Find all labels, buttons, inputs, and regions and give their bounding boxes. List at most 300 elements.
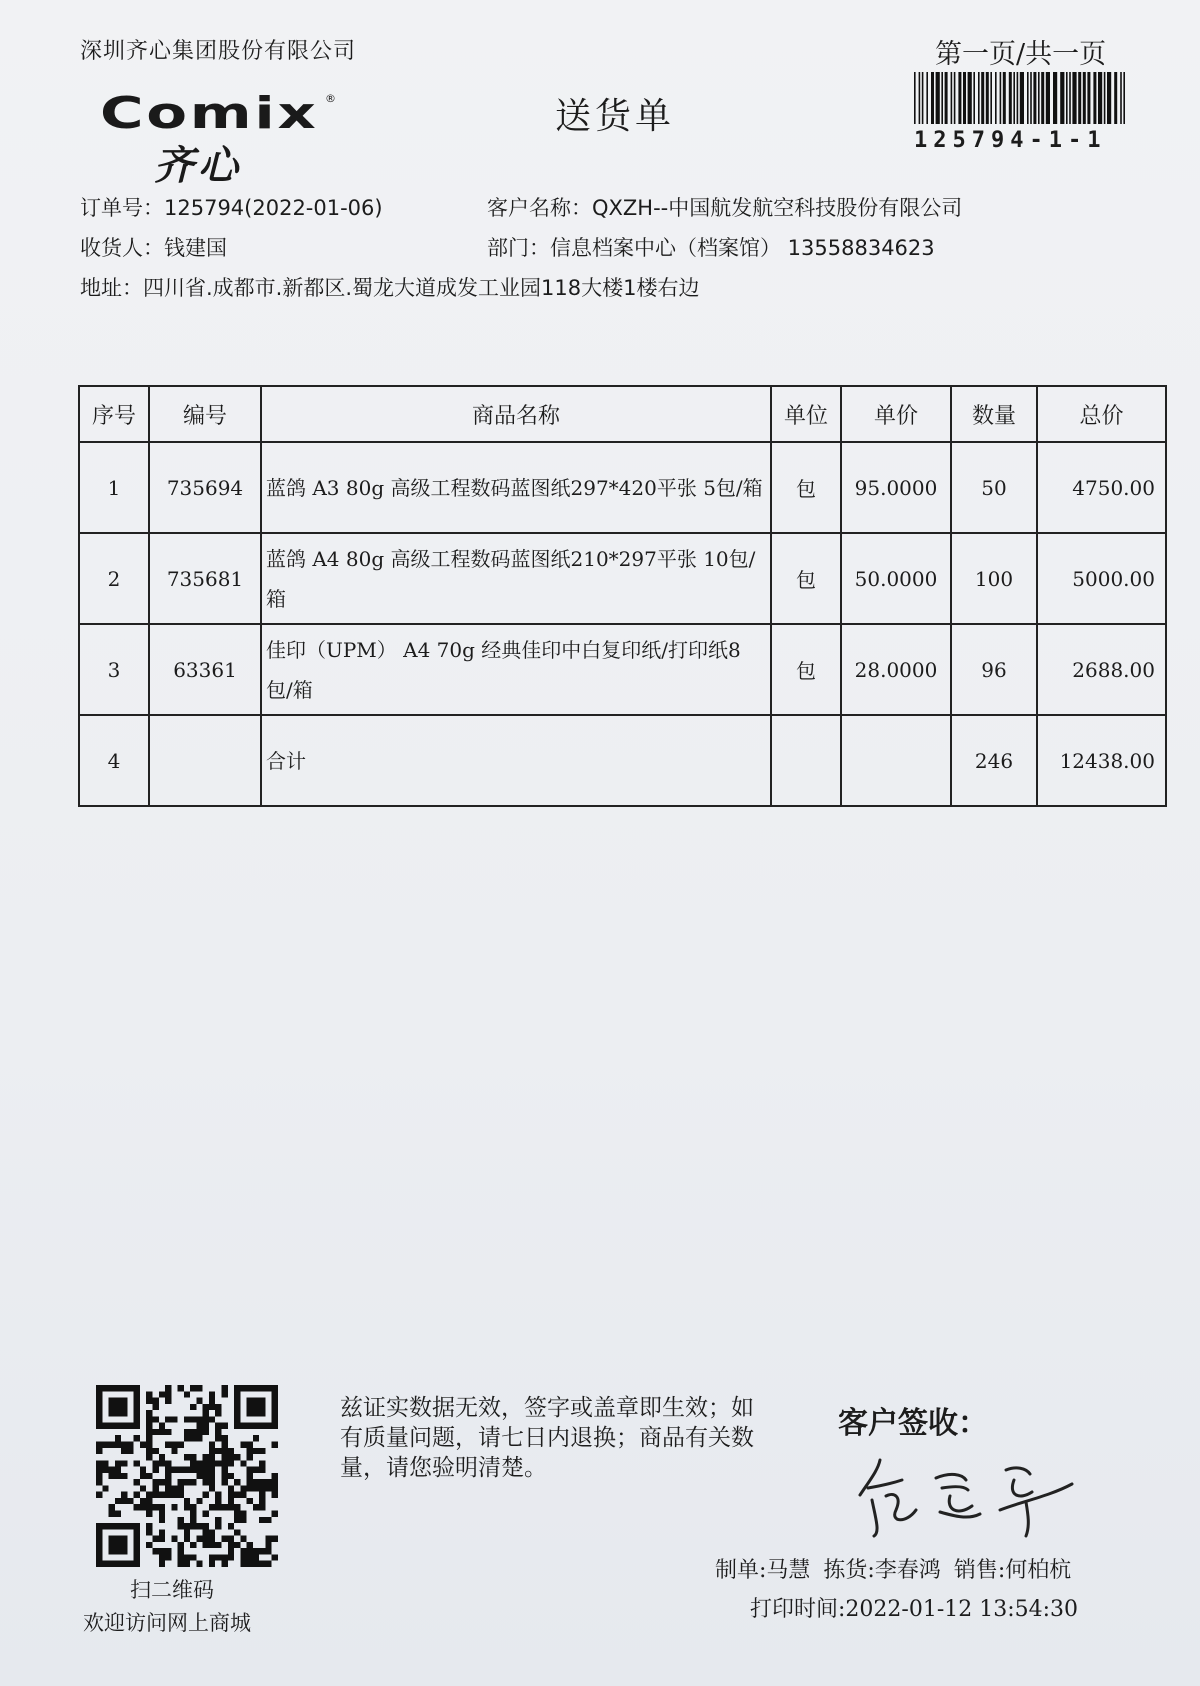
qr-module bbox=[115, 1398, 121, 1404]
qr-module bbox=[102, 1385, 108, 1391]
qr-module bbox=[259, 1410, 265, 1416]
qr-module bbox=[240, 1554, 246, 1560]
qr-module bbox=[259, 1385, 265, 1391]
qr-module bbox=[259, 1517, 265, 1523]
qr-module bbox=[222, 1504, 228, 1510]
qr-module bbox=[209, 1454, 215, 1460]
qr-module bbox=[209, 1398, 215, 1404]
qr-module bbox=[215, 1523, 221, 1529]
qr-module bbox=[146, 1410, 152, 1416]
barcode-bar bbox=[1093, 72, 1096, 124]
qr-module bbox=[115, 1467, 121, 1473]
qr-module bbox=[184, 1529, 190, 1535]
qr-module bbox=[171, 1536, 177, 1542]
qr-module bbox=[127, 1423, 133, 1429]
qr-module bbox=[159, 1479, 165, 1485]
barcode-bar bbox=[1033, 72, 1036, 124]
qr-module bbox=[159, 1460, 165, 1466]
qr-module bbox=[240, 1385, 246, 1391]
qr-module bbox=[159, 1554, 165, 1560]
qr-code-icon[interactable] bbox=[96, 1385, 278, 1567]
qr-module bbox=[178, 1467, 184, 1473]
qr-module bbox=[259, 1398, 265, 1404]
qr-module bbox=[222, 1536, 228, 1542]
barcode-bar bbox=[958, 72, 961, 124]
qr-module bbox=[171, 1467, 177, 1473]
qr-module bbox=[96, 1479, 102, 1485]
company-name: 深圳齐心集团股份有限公司 bbox=[80, 39, 357, 64]
qr-module bbox=[222, 1448, 228, 1454]
qr-module bbox=[134, 1548, 140, 1554]
barcode-bar bbox=[1017, 72, 1019, 124]
qr-module bbox=[203, 1460, 209, 1466]
qr-module bbox=[184, 1467, 190, 1473]
qr-module bbox=[115, 1441, 121, 1447]
barcode-bar bbox=[973, 72, 975, 124]
qr-module bbox=[253, 1479, 259, 1485]
cell-quantity: 96 bbox=[951, 624, 1037, 715]
qr-module bbox=[159, 1536, 165, 1542]
barcode-bar bbox=[1027, 72, 1029, 124]
barcode-bar bbox=[990, 72, 992, 124]
header-quantity: 数量 bbox=[951, 386, 1037, 442]
qr-module bbox=[234, 1391, 240, 1397]
qr-module bbox=[203, 1410, 209, 1416]
qr-module bbox=[159, 1504, 165, 1510]
barcode-bar bbox=[995, 72, 997, 124]
qr-module bbox=[272, 1404, 278, 1410]
qr-module bbox=[109, 1561, 115, 1567]
cell-no: 1 bbox=[79, 442, 149, 533]
qr-module bbox=[178, 1385, 184, 1391]
qr-module bbox=[140, 1473, 146, 1479]
qr-module bbox=[184, 1498, 190, 1504]
qr-module bbox=[146, 1435, 152, 1441]
qr-module bbox=[96, 1467, 102, 1473]
qr-module bbox=[146, 1429, 152, 1435]
qr-module bbox=[247, 1548, 253, 1554]
qr-module bbox=[115, 1385, 121, 1391]
qr-module bbox=[272, 1492, 278, 1498]
qr-module bbox=[184, 1435, 190, 1441]
barcode-bar bbox=[968, 72, 972, 124]
qr-module bbox=[115, 1511, 121, 1517]
qr-module bbox=[109, 1548, 115, 1554]
qr-module bbox=[196, 1473, 202, 1479]
barcode-icon bbox=[912, 72, 1130, 124]
qr-module bbox=[152, 1536, 158, 1542]
barcode-bar bbox=[1114, 72, 1117, 124]
barcode-bar bbox=[1053, 72, 1057, 124]
barcode-bar bbox=[1104, 72, 1106, 124]
qr-module bbox=[196, 1467, 202, 1473]
qr-module bbox=[109, 1398, 115, 1404]
barcode-bar bbox=[945, 72, 948, 124]
qr-module bbox=[203, 1511, 209, 1517]
qr-module bbox=[140, 1498, 146, 1504]
table-row bbox=[79, 442, 1166, 533]
qr-module bbox=[203, 1542, 209, 1548]
qr-module bbox=[234, 1529, 240, 1535]
cell-no: 3 bbox=[79, 624, 149, 715]
barcode-bar bbox=[926, 72, 928, 124]
qr-module bbox=[215, 1504, 221, 1510]
qr-module bbox=[215, 1542, 221, 1548]
cell-unit: 包 bbox=[771, 442, 841, 533]
barcode-bar bbox=[981, 72, 984, 124]
cell-code: 63361 bbox=[149, 624, 261, 715]
qr-module bbox=[222, 1423, 228, 1429]
department: 部门：信息档案中心（档案馆） 13558834623 bbox=[487, 236, 935, 260]
qr-module bbox=[96, 1423, 102, 1429]
qr-module bbox=[240, 1460, 246, 1466]
qr-module bbox=[165, 1416, 171, 1422]
barcode-bar bbox=[914, 72, 916, 124]
barcode-bar bbox=[1123, 72, 1125, 124]
qr-module bbox=[115, 1460, 121, 1466]
qr-module bbox=[228, 1542, 234, 1548]
logo-registered-mark: ® bbox=[325, 92, 336, 105]
qr-module bbox=[96, 1410, 102, 1416]
qr-module bbox=[259, 1561, 265, 1567]
cell-unit-price: 95.0000 bbox=[841, 442, 951, 533]
qr-module bbox=[159, 1423, 165, 1429]
qr-module bbox=[102, 1423, 108, 1429]
qr-module bbox=[184, 1554, 190, 1560]
qr-module bbox=[190, 1435, 196, 1441]
qr-module bbox=[209, 1529, 215, 1535]
logo-latin-text: Comix bbox=[100, 88, 319, 139]
qr-module bbox=[228, 1523, 234, 1529]
qr-module bbox=[109, 1542, 115, 1548]
qr-module bbox=[196, 1423, 202, 1429]
qr-module bbox=[165, 1548, 171, 1554]
qr-module bbox=[134, 1391, 140, 1397]
qr-module bbox=[228, 1548, 234, 1554]
qr-module bbox=[165, 1460, 171, 1466]
qr-module bbox=[253, 1410, 259, 1416]
cell-quantity: 100 bbox=[951, 533, 1037, 624]
qr-module bbox=[152, 1448, 158, 1454]
qr-module bbox=[134, 1404, 140, 1410]
qr-module bbox=[209, 1554, 215, 1560]
table-row bbox=[79, 624, 1166, 715]
qr-module bbox=[247, 1498, 253, 1504]
qr-module bbox=[259, 1460, 265, 1466]
cell-code: 735694 bbox=[149, 442, 261, 533]
qr-module bbox=[222, 1460, 228, 1466]
cell-unit: 包 bbox=[771, 533, 841, 624]
table-row-total bbox=[79, 715, 1166, 806]
qr-module bbox=[215, 1423, 221, 1429]
qr-module bbox=[265, 1548, 271, 1554]
qr-module bbox=[171, 1504, 177, 1510]
qr-module bbox=[190, 1404, 196, 1410]
qr-module bbox=[272, 1511, 278, 1517]
qr-module bbox=[222, 1454, 228, 1460]
qr-module bbox=[134, 1529, 140, 1535]
qr-module bbox=[190, 1385, 196, 1391]
barcode-bar bbox=[936, 72, 940, 124]
qr-module bbox=[121, 1398, 127, 1404]
qr-module bbox=[190, 1517, 196, 1523]
qr-module bbox=[96, 1441, 102, 1447]
qr-module bbox=[121, 1548, 127, 1554]
qr-module bbox=[159, 1454, 165, 1460]
qr-module bbox=[265, 1536, 271, 1542]
qr-module bbox=[121, 1441, 127, 1447]
qr-module bbox=[259, 1492, 265, 1498]
barcode-bar bbox=[951, 72, 953, 124]
qr-module bbox=[215, 1404, 221, 1410]
qr-module bbox=[178, 1479, 184, 1485]
qr-module bbox=[134, 1435, 140, 1441]
qr-module bbox=[209, 1542, 215, 1548]
qr-module bbox=[121, 1523, 127, 1529]
qr-module bbox=[146, 1542, 152, 1548]
qr-module bbox=[146, 1529, 152, 1535]
qr-module bbox=[159, 1391, 165, 1397]
qr-module bbox=[265, 1479, 271, 1485]
table-row bbox=[79, 533, 1166, 624]
qr-module bbox=[240, 1492, 246, 1498]
qr-module bbox=[203, 1467, 209, 1473]
qr-module bbox=[127, 1385, 133, 1391]
qr-module bbox=[272, 1536, 278, 1542]
qr-module bbox=[272, 1485, 278, 1491]
qr-module bbox=[146, 1398, 152, 1404]
qr-module bbox=[152, 1548, 158, 1554]
qr-module bbox=[159, 1529, 165, 1535]
qr-module bbox=[184, 1454, 190, 1460]
qr-module bbox=[265, 1561, 271, 1567]
cell-quantity: 50 bbox=[951, 442, 1037, 533]
qr-module bbox=[234, 1398, 240, 1404]
qr-module bbox=[127, 1441, 133, 1447]
qr-module bbox=[146, 1416, 152, 1422]
comix-logo bbox=[100, 88, 340, 188]
qr-module bbox=[247, 1542, 253, 1548]
qr-module bbox=[240, 1517, 246, 1523]
qr-module bbox=[109, 1523, 115, 1529]
qr-module bbox=[234, 1454, 240, 1460]
qr-module bbox=[196, 1460, 202, 1466]
qr-module bbox=[222, 1467, 228, 1473]
qr-module bbox=[190, 1504, 196, 1510]
barcode-bar bbox=[1041, 72, 1044, 124]
qr-module bbox=[247, 1473, 253, 1479]
qr-module bbox=[253, 1448, 259, 1454]
qr-module bbox=[96, 1416, 102, 1422]
qr-module bbox=[190, 1416, 196, 1422]
qr-module bbox=[121, 1423, 127, 1429]
qr-module bbox=[259, 1548, 265, 1554]
barcode-bar bbox=[1038, 72, 1040, 124]
header-unit-price: 单价 bbox=[841, 386, 951, 442]
qr-module bbox=[253, 1435, 259, 1441]
qr-module bbox=[121, 1404, 127, 1410]
qr-module bbox=[272, 1410, 278, 1416]
qr-module bbox=[222, 1441, 228, 1447]
qr-module bbox=[115, 1523, 121, 1529]
qr-module bbox=[96, 1398, 102, 1404]
qr-module bbox=[259, 1479, 265, 1485]
qr-module bbox=[196, 1561, 202, 1567]
qr-module bbox=[171, 1416, 177, 1422]
qr-module bbox=[178, 1561, 184, 1567]
qr-module bbox=[272, 1385, 278, 1391]
qr-module bbox=[228, 1460, 234, 1466]
barcode-bar bbox=[1009, 72, 1012, 124]
qr-module bbox=[184, 1561, 190, 1567]
qr-module bbox=[228, 1485, 234, 1491]
qr-module bbox=[209, 1441, 215, 1447]
qr-module bbox=[152, 1416, 158, 1422]
qr-module bbox=[134, 1523, 140, 1529]
qr-module bbox=[140, 1485, 146, 1491]
qr-module bbox=[234, 1504, 240, 1510]
barcode-bar bbox=[1078, 72, 1081, 124]
qr-module bbox=[121, 1542, 127, 1548]
qr-module bbox=[203, 1492, 209, 1498]
qr-module bbox=[203, 1473, 209, 1479]
qr-module bbox=[265, 1385, 271, 1391]
cell-unit: 包 bbox=[771, 624, 841, 715]
qr-module bbox=[127, 1448, 133, 1454]
qr-module bbox=[184, 1504, 190, 1510]
qr-module bbox=[159, 1429, 165, 1435]
qr-module bbox=[165, 1485, 171, 1491]
qr-module bbox=[228, 1504, 234, 1510]
qr-module bbox=[247, 1423, 253, 1429]
qr-module bbox=[171, 1441, 177, 1447]
qr-module bbox=[196, 1398, 202, 1404]
qr-module bbox=[234, 1511, 240, 1517]
qr-module bbox=[228, 1554, 234, 1560]
qr-module bbox=[203, 1404, 209, 1410]
cell-product-name: 合计 bbox=[261, 715, 771, 806]
qr-module bbox=[152, 1467, 158, 1473]
qr-module bbox=[109, 1423, 115, 1429]
qr-module bbox=[140, 1504, 146, 1510]
items-table bbox=[78, 385, 1167, 807]
qr-module bbox=[222, 1554, 228, 1560]
qr-module bbox=[134, 1398, 140, 1404]
qr-module bbox=[184, 1523, 190, 1529]
cell-total: 2688.00 bbox=[1037, 624, 1166, 715]
qr-module bbox=[152, 1404, 158, 1410]
cell-unit bbox=[771, 715, 841, 806]
qr-module bbox=[228, 1448, 234, 1454]
qr-module bbox=[115, 1548, 121, 1554]
qr-module bbox=[115, 1542, 121, 1548]
qr-module bbox=[203, 1423, 209, 1429]
qr-module bbox=[178, 1523, 184, 1529]
qr-module bbox=[222, 1473, 228, 1479]
qr-module bbox=[96, 1523, 102, 1529]
qr-module bbox=[96, 1448, 102, 1454]
qr-module bbox=[109, 1467, 115, 1473]
qr-module bbox=[253, 1561, 259, 1567]
qr-module bbox=[190, 1554, 196, 1560]
header-product-name: 商品名称 bbox=[261, 386, 771, 442]
cell-code bbox=[149, 715, 261, 806]
qr-module bbox=[178, 1548, 184, 1554]
cell-unit-price: 50.0000 bbox=[841, 533, 951, 624]
qr-module bbox=[146, 1448, 152, 1454]
qr-module bbox=[102, 1523, 108, 1529]
qr-module bbox=[259, 1423, 265, 1429]
qr-module bbox=[228, 1454, 234, 1460]
qr-module bbox=[165, 1479, 171, 1485]
qr-module bbox=[247, 1479, 253, 1485]
qr-module bbox=[159, 1517, 165, 1523]
qr-module bbox=[165, 1391, 171, 1397]
handwritten-signature bbox=[850, 1440, 1080, 1540]
qr-module bbox=[152, 1479, 158, 1485]
qr-caption-scan: 扫二维码 bbox=[130, 1578, 214, 1602]
qr-module bbox=[184, 1479, 190, 1485]
qr-module bbox=[272, 1416, 278, 1422]
qr-module bbox=[146, 1391, 152, 1397]
qr-module bbox=[152, 1398, 158, 1404]
qr-module bbox=[165, 1473, 171, 1479]
qr-module bbox=[247, 1561, 253, 1567]
qr-module bbox=[209, 1504, 215, 1510]
qr-module bbox=[247, 1410, 253, 1416]
qr-module bbox=[272, 1554, 278, 1560]
customer-signature-label: 客户签收： bbox=[838, 1406, 988, 1441]
barcode-bar bbox=[1020, 72, 1024, 124]
qr-module bbox=[215, 1492, 221, 1498]
qr-module bbox=[203, 1454, 209, 1460]
qr-module bbox=[253, 1504, 259, 1510]
qr-module bbox=[215, 1448, 221, 1454]
qr-module bbox=[121, 1410, 127, 1416]
barcode-bar bbox=[1046, 72, 1050, 124]
qr-caption-shop: 欢迎访问网上商城 bbox=[83, 1611, 251, 1635]
qr-module bbox=[159, 1511, 165, 1517]
qr-module bbox=[152, 1504, 158, 1510]
qr-module bbox=[165, 1429, 171, 1435]
qr-module bbox=[196, 1385, 202, 1391]
cell-code: 735681 bbox=[149, 533, 261, 624]
qr-module bbox=[96, 1554, 102, 1560]
qr-module bbox=[184, 1536, 190, 1542]
qr-module bbox=[209, 1448, 215, 1454]
qr-module bbox=[259, 1504, 265, 1510]
barcode-bar bbox=[1083, 72, 1086, 124]
qr-module bbox=[134, 1460, 140, 1466]
barcode-bar bbox=[1069, 72, 1071, 124]
cell-no: 4 bbox=[79, 715, 149, 806]
qr-module bbox=[222, 1435, 228, 1441]
qr-module bbox=[178, 1492, 184, 1498]
order-number: 订单号：125794(2022-01-06) bbox=[80, 196, 383, 220]
barcode-bar bbox=[1087, 72, 1090, 124]
qr-module bbox=[222, 1391, 228, 1397]
qr-module bbox=[96, 1385, 102, 1391]
barcode-bar bbox=[978, 72, 980, 124]
qr-module bbox=[247, 1454, 253, 1460]
qr-module bbox=[178, 1441, 184, 1447]
qr-module bbox=[96, 1542, 102, 1548]
qr-module bbox=[146, 1423, 152, 1429]
barcode-bar bbox=[1000, 72, 1002, 124]
staff-line bbox=[715, 1553, 1077, 1584]
qr-module bbox=[190, 1467, 196, 1473]
qr-module bbox=[115, 1498, 121, 1504]
